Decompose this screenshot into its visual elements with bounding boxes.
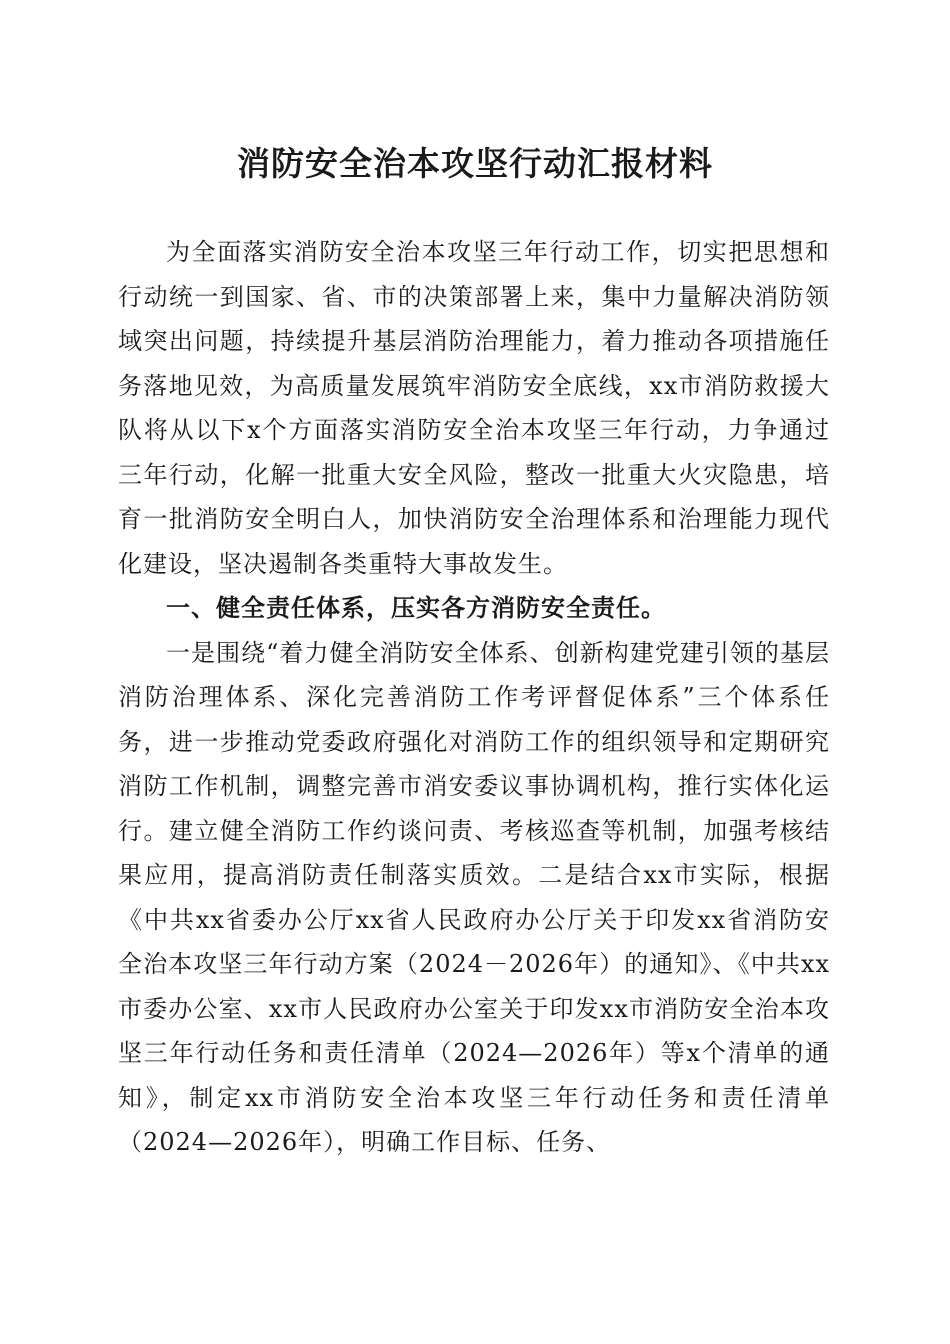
intro-paragraph: 为全面落实消防安全治本攻坚三年行动工作，切实把思想和行动统一到国家、省、市的决策部署上来，集中力量解决消防领域突出问题，持续提升基层消防治理能力，着力推动各项措施任务落地见效，为高质量发展筑牢消防安全底线，xx市消防救援大队将从以下x个方面落实消防安全治本攻坚三年行动，力争通过三年行动，化解一批重大安全风险，整改一批重大火灾隐患，培育一批消防安全明白人，加快消防安全治理体系和治理能力现代化建设，坚决遏制各类重特大事故发生。 xyxy=(118,238,830,578)
document-body xyxy=(118,230,830,1165)
section-heading: 一、健全责任体系，压实各方消防安全责任。 xyxy=(166,594,666,622)
document-title: 消防安全治本攻坚行动汇报材料 xyxy=(237,144,713,183)
body-paragraph: 一是围绕“着力健全消防安全体系、创新构建党建引领的基层消防治理体系、深化完善消防工作考评督促体系”三个体系任务，进一步推动党委政府强化对消防工作的组织领导和定期研究消防工作机制，调整完善市消安委议事协调机构，推行实体化运行。建立健全消防工作约谈问责、考核巡查等机制，加强考核结果应用，提高消防责任制落实质效。二是结合xx市实际，根据《中共xx省委办公厅xx省人民政府办公厅关于印发xx省消防安全治本攻坚三年行动方案（2024－2026年）的通知》、《中共xx市委办公室、xx市人民政府办公室关于印发xx市消防安全治本攻坚三年行动任务和责任清单（2024—2026年）等x个清单的通知》，制定xx市消防安全治本攻坚三年行动任务和责任清单（2024—2026年），明确工作目标、任务、 xyxy=(118,638,830,1156)
